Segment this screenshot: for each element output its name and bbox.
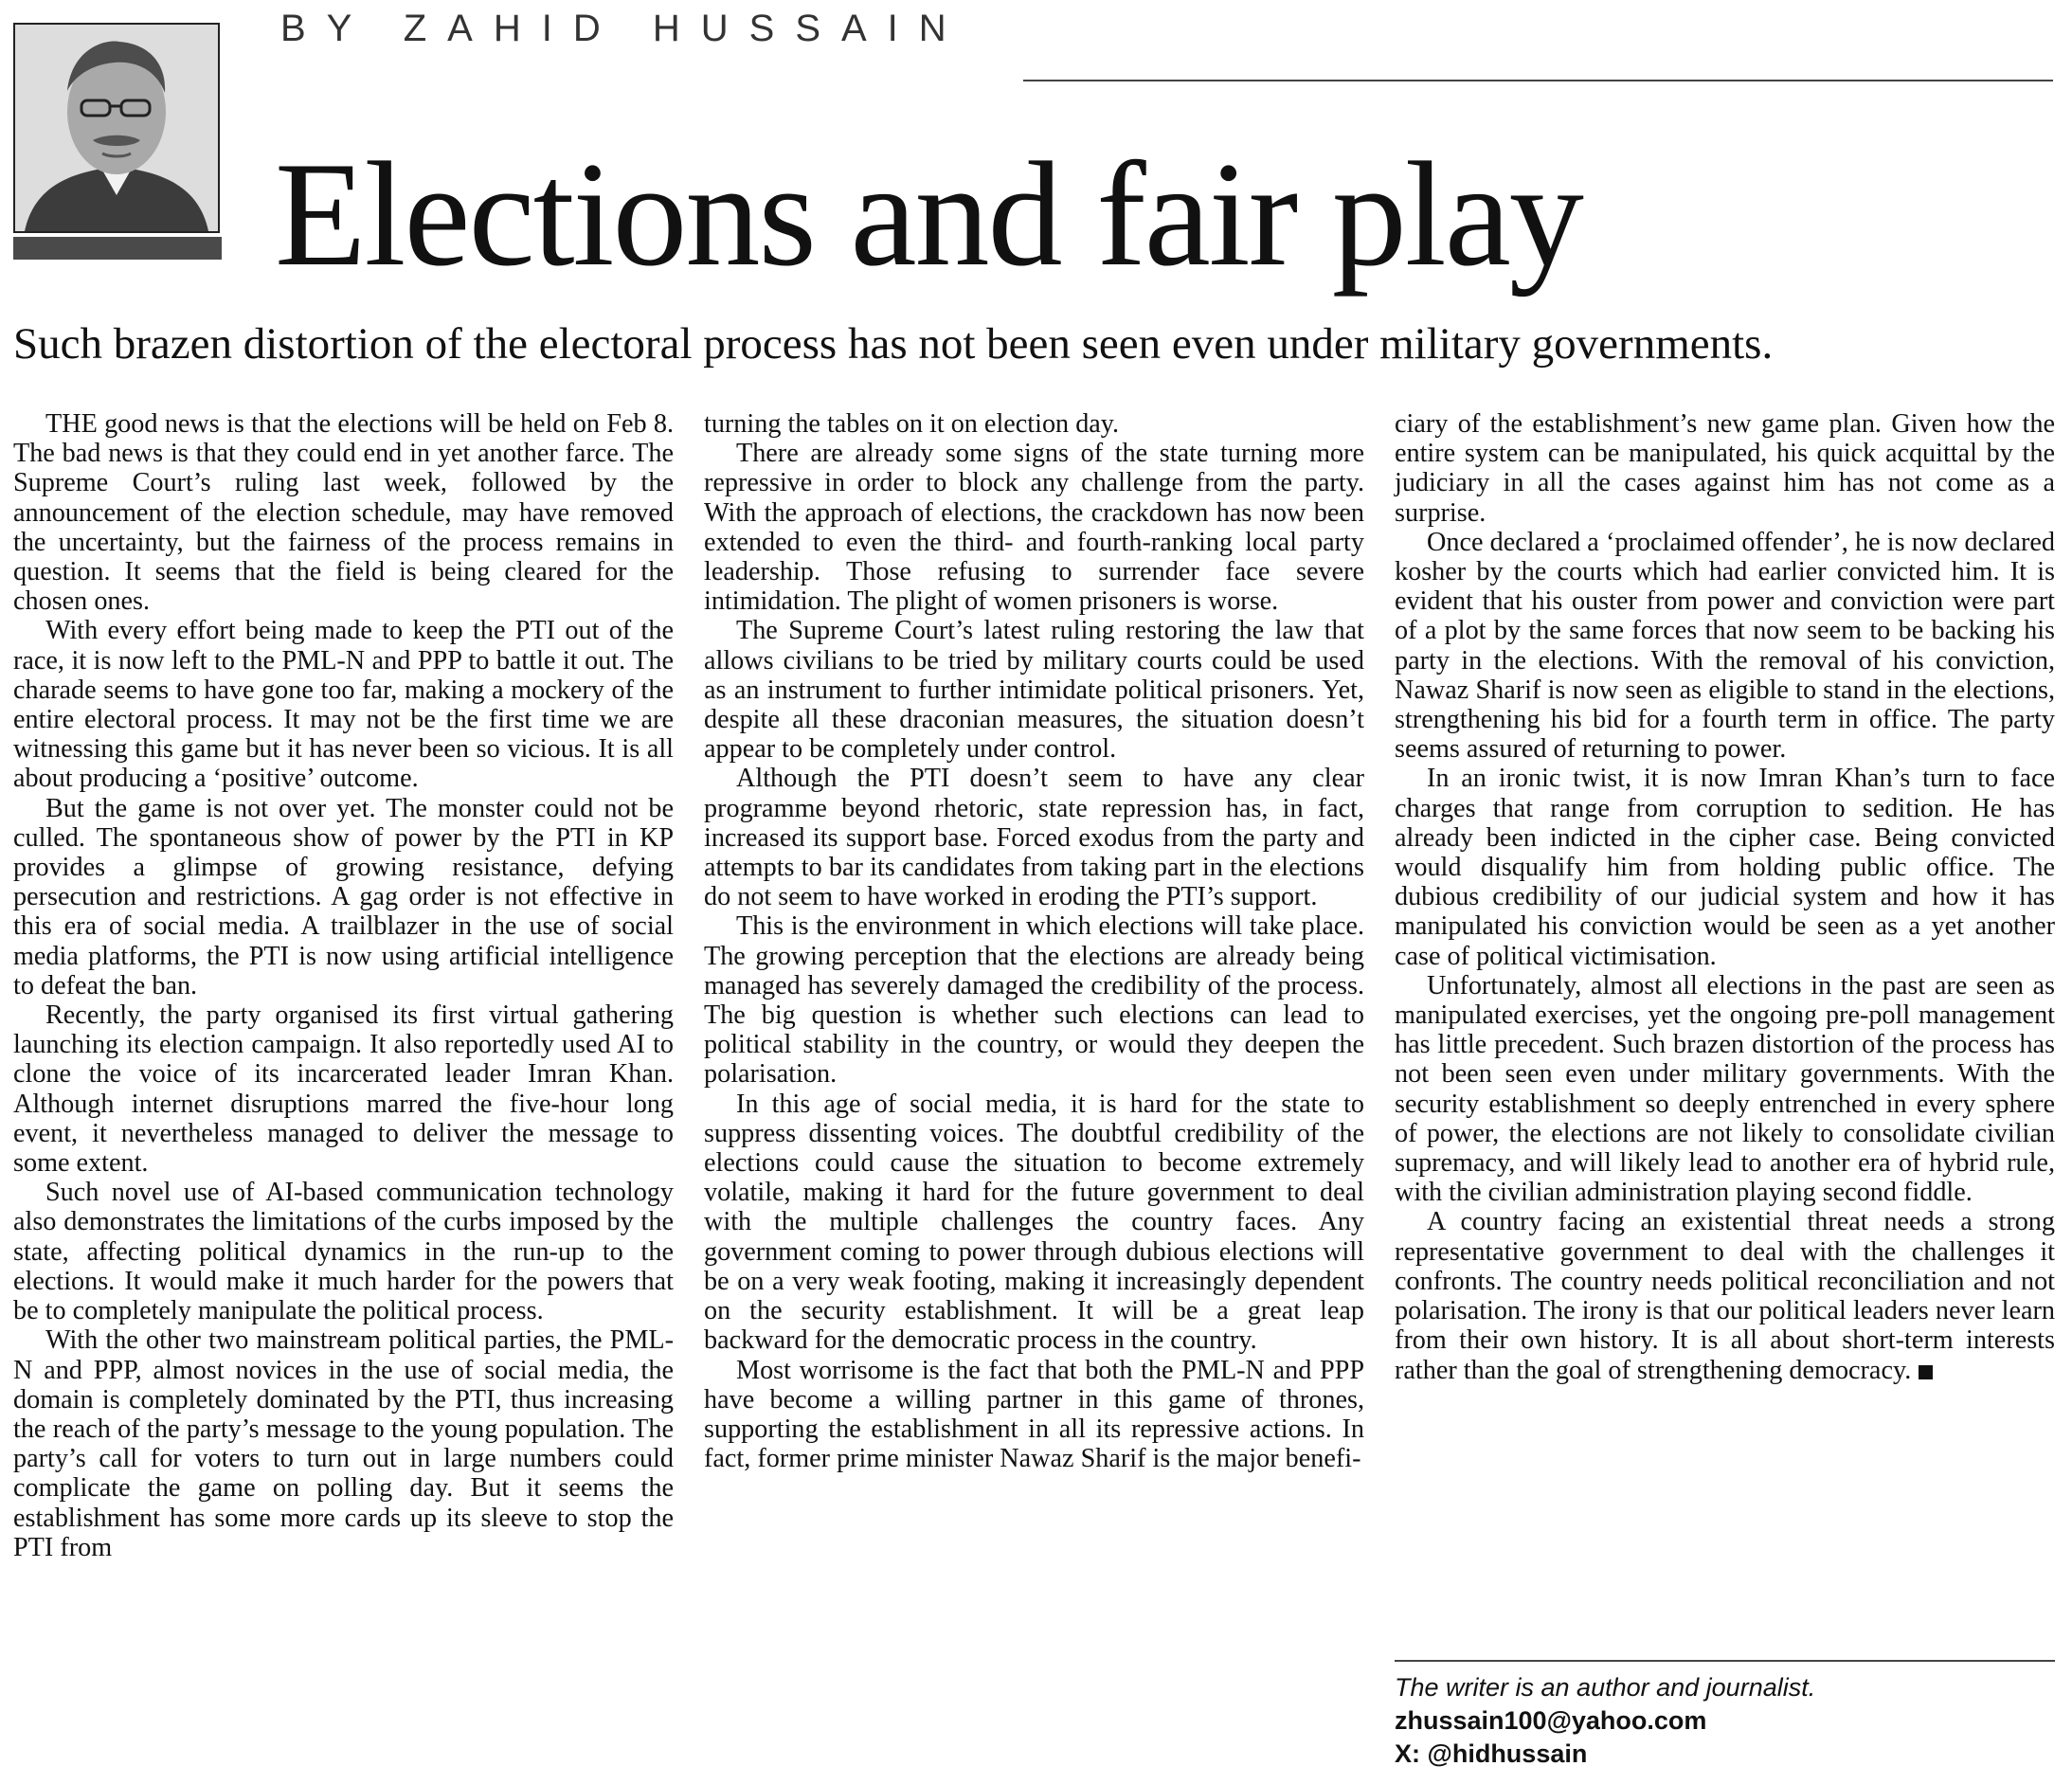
byline: BY ZAHID HUSSAIN <box>280 8 967 49</box>
top-rule <box>1023 80 2053 81</box>
paragraph: Once declared a ‘proclaimed offender’, he is now declared kosher by the courts which had earlier convicted him. It is evident that his ouster from power and conviction were part of a plot by the same forces that now seem to be backing his party in the elections. With the removal of his conviction, Nawaz Sharif is now seen as eligible to stand in the elections, strengthening his bid for a fourth term in office. The party seems assured of returning to power. <box>1395 527 2055 765</box>
author-footer <box>1395 1671 1815 1771</box>
author-photo <box>13 23 220 233</box>
column-3 <box>1395 409 2055 1385</box>
paragraph: Recently, the party organised its first virtual gathering launching its election campaign. It also reportedly used AI to clone the voice of its incarcerated leader Imran Khan. Although internet disruptions marred the five-hour long event, it nevertheless managed to deliver the message to some extent. <box>13 1000 674 1179</box>
author-handle[interactable]: X: @hidhussain <box>1395 1739 1588 1768</box>
paragraph: Most worrisome is the fact that both the PML-N and PPP have become a willing partner in this game of thrones, supporting the establishment in all its repressive actions. In fact, former prime minister Nawaz Sharif is the major benefi- <box>704 1355 1364 1474</box>
paragraph: With the other two mainstream political parties, the PML-N and PPP, almost novices in the use of social media, the domain is completely dominated by the PTI, thus increasing the reach of the party’s message to the young population. The party’s call for voters to turn out in large numbers could complicate the game on polling day. But it seems the establishment has some more cards up its sleeve to stop the PTI from <box>13 1325 674 1562</box>
paragraph: Such novel use of AI-based communication technology also demonstrates the limitations of the curbs imposed by the state, affecting political dynamics in the run-up to the elections. It would make it much harder for the powers that be to completely manipulate the political process. <box>13 1178 674 1326</box>
author-note: The writer is an author and journalist. <box>1395 1673 1816 1702</box>
paragraph: In an ironic twist, it is now Imran Khan’s turn to face charges that range from corruption to sedition. He has already been indicted in the cipher case. Being convicted would disqualify him from holding public office. The dubious credibility of our judicial system and how it has manipulated his conviction would be seen as a yet another case of political victimisation. <box>1395 764 2055 971</box>
column-2 <box>704 409 1364 1473</box>
paragraph: There are already some signs of the state turning more repressive in order to block any challenge from the party. With the approach of elections, the crackdown has now been extended to even the third- and fourth-ranking local party leadership. Those refusing to surrender face severe intimidation. The plight of women prisoners is worse. <box>704 439 1364 617</box>
author-portrait-icon <box>15 25 218 231</box>
paragraph: Unfortunately, almost all elections in the past are seen as manipulated exercises, yet the ongoing pre-poll management has little precedent. Such brazen distortion of the process has not been seen even under military governments. With the security establishment so deeply entrenched in every sphere of power, the elections are not likely to consolidate civilian supremacy, and will likely lead to another era of hybrid rule, with the civilian administration playing second fiddle. <box>1395 970 2055 1208</box>
footer-rule <box>1395 1660 2055 1662</box>
paragraph: With every effort being made to keep the PTI out of the race, it is now left to the PML-N and PPP to battle it out. The charade seems to have gone too far, making a mockery of the entire electoral process. It may not be the first time we are witnessing this game but it has never been so vicious. It is all about producing a ‘positive’ outcome. <box>13 616 674 794</box>
continued-paragraph: ciary of the establishment’s new game plan. Given how the entire system can be manipulated, his quick acquittal by the judiciary in all the cases against him has not come as a surprise. <box>1395 409 2055 528</box>
continued-paragraph: turning the tables on it on election day. <box>704 409 1120 439</box>
final-paragraph-text: A country facing an existential threat needs a strong representative government to deal with the challenges it confronts. The country needs political reconciliation and not polarisation. The irony is that our political leaders never learn from their own history. It is all about short-term interests rather than the goal of strengthening democracy. <box>1395 1207 2055 1385</box>
author-email[interactable]: zhussain100@yahoo.com <box>1395 1706 1707 1735</box>
paragraph: This is the environment in which elections will take place. The growing perception that the elections are already being managed has severely damaged the credibility of the process. The big question is whether such elections can lead to political stability in the country, or would they deepen the polarisation. <box>704 911 1364 1090</box>
headline: Elections and fair play <box>275 132 1582 297</box>
paragraph: But the game is not over yet. The monster could not be culled. The spontaneous show of power by the PTI in KP provides a glimpse of growing resistance, defying persecution and restrictions. A gag order is not effective in this era of social media. A trailblazer in the use of social media platforms, the PTI is now using artificial intelligence to defeat the ban. <box>13 793 674 1000</box>
column-1 <box>13 409 674 1562</box>
final-paragraph <box>1395 1207 2055 1384</box>
end-mark-icon <box>1919 1365 1933 1379</box>
deck: Such brazen distortion of the electoral process has not been seen even under military governments. <box>13 319 1774 369</box>
paragraph: The Supreme Court’s latest ruling restoring the law that allows civilians to be tried by military courts could be used as an instrument to further intimidate political prisoners. Yet, despite all these draconian measures, the situation doesn’t appear to be completely under control. <box>704 616 1364 765</box>
paragraph: THE good news is that the elections will be held on Feb 8. The bad news is that they could end in yet another farce. The Supreme Court’s ruling last week, followed by the announcement of the election schedule, may have removed the uncertainty, but the fairness of the process remains in question. It seems that the field is being cleared for the chosen ones. <box>13 409 674 617</box>
paragraph: In this age of social media, it is hard for the state to suppress dissenting voices. The doubtful credibility of the elections could cause the situation to become extremely volatile, making it hard for the future government to deal with the multiple challenges the country faces. Any government coming to power through dubious elections will be on a very weak footing, making it increasingly dependent on the security establishment. It will be a great leap backward for the democratic process in the country. <box>704 1089 1364 1356</box>
paragraph: Although the PTI doesn’t seem to have any clear programme beyond rhetoric, state repression has, in fact, increased its support base. Forced exodus from the party and attempts to bar its candidates from taking part in the elections do not seem to have worked in eroding the PTI’s support. <box>704 764 1364 912</box>
photo-caption-bar <box>13 237 222 260</box>
